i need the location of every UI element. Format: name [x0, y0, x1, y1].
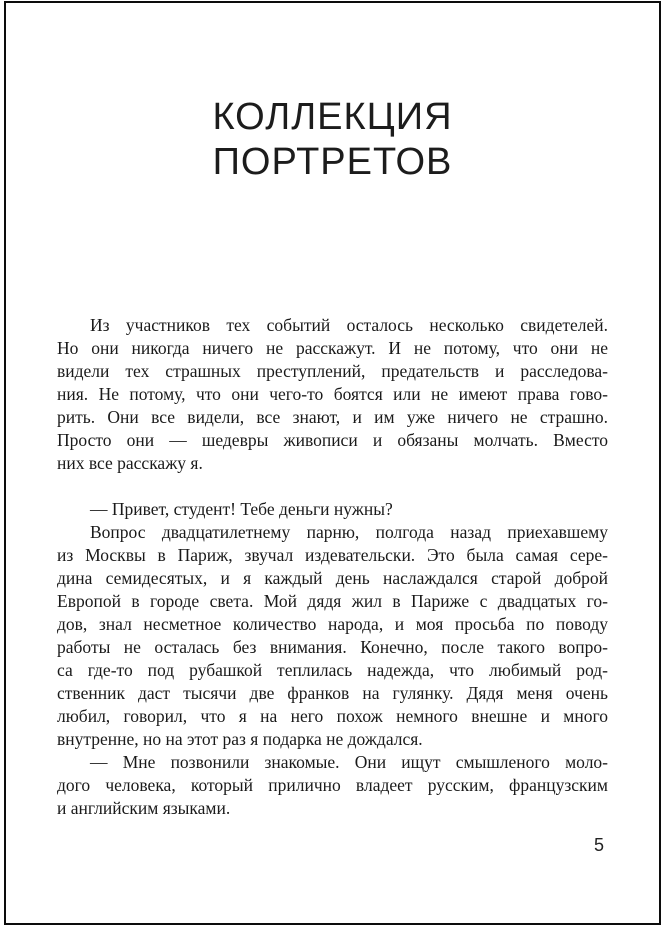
- paragraph: [57, 521, 608, 751]
- text-line: ния. Не потому, что они чего-то боятся или не имеют права гово-: [57, 384, 608, 404]
- chapter-title-line-2: ПОРТРЕТОВ: [212, 141, 453, 183]
- body-text: [57, 314, 608, 820]
- chapter-title-line-1: КОЛЛЕКЦИЯ: [212, 96, 453, 138]
- text-line: и английским языками.: [57, 798, 231, 818]
- page-number: 5: [593, 835, 604, 855]
- text-line: дина семидесятых, и я каждый день наслаждался старой доброй: [57, 568, 608, 588]
- text-line: рить. Они все видели, все знают, и им уже ничего не страшно.: [57, 407, 608, 427]
- text-line: ственник даст тысячи две франков на гулянку. Дядя меня очень: [57, 683, 608, 703]
- text-line: Из участников тех событий осталось несколько свидетелей.: [90, 315, 608, 335]
- text-line: дого человека, который прилично владеет русским, французским: [57, 775, 608, 795]
- text-line: — Привет, студент! Тебе деньги нужны?: [90, 499, 393, 519]
- text-line: работы не осталась без внимания. Конечно, после такого вопро-: [57, 637, 608, 657]
- text-line: са где-то под рубашкой теплилась надежда, что любимый род-: [57, 660, 608, 680]
- paragraph: [57, 314, 608, 475]
- text-line: — Мне позвонили знакомые. Они ищут смышленого моло-: [90, 752, 608, 772]
- text-line: Вопрос двадцатилетнему парню, полгода назад приехавшему: [90, 522, 608, 542]
- text-line: дов, знал несметное количество народа, и моя просьба по поводу: [57, 614, 608, 634]
- text-line: любил, говорил, что я на него похож немного внешне и много: [57, 706, 608, 726]
- text-line: них все расскажу я.: [57, 453, 203, 473]
- text-line: Просто они — шедевры живописи и обязаны молчать. Вместо: [57, 430, 608, 450]
- text-line: Европой в городе света. Мой дядя жил в Париже с двадцатых го-: [57, 591, 608, 611]
- text-line: из Москвы в Париж, звучал издевательски. Это была самая сере-: [57, 545, 608, 565]
- text-line: видели тех страшных преступлений, предательств и расследова-: [57, 361, 608, 381]
- chapter-title: [0, 95, 665, 185]
- text-line: внутренне, но на этот раз я подарка не дождался.: [57, 729, 423, 749]
- text-line: Но они никогда ничего не расскажут. И не потому, что они не: [57, 338, 608, 358]
- paragraph: [57, 498, 608, 521]
- paragraph: [57, 751, 608, 820]
